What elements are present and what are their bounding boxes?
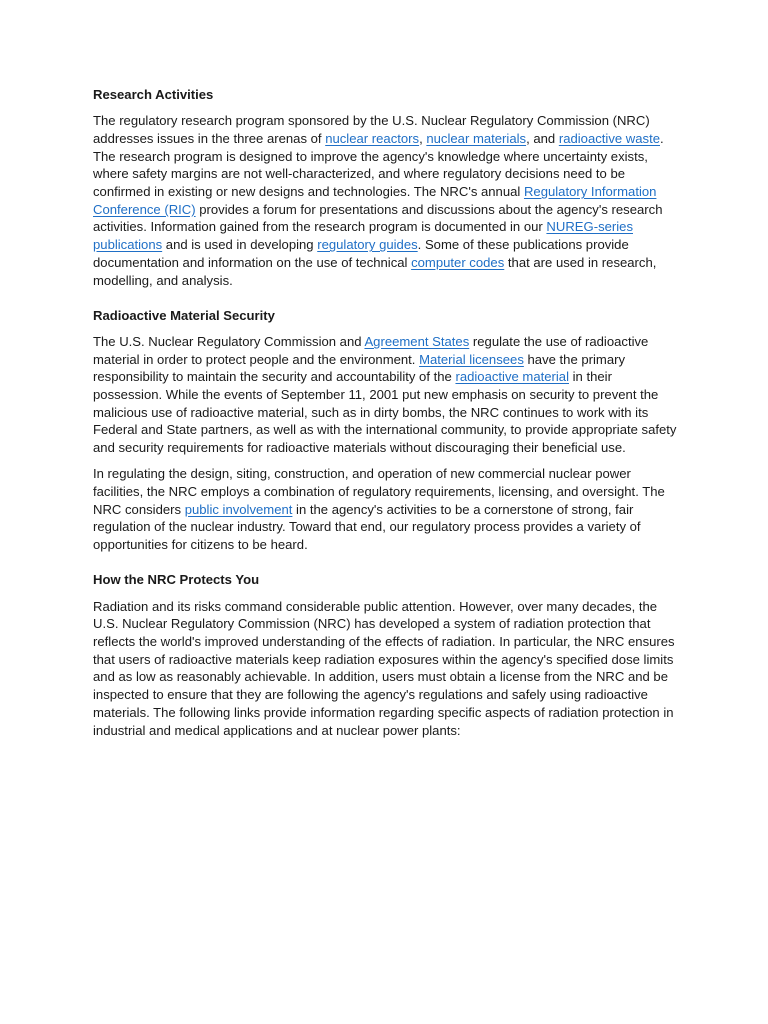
link-material-licensees[interactable]: Material licensees — [419, 351, 524, 367]
text-segment: have the primary responsibility to maintain the security and accountability of the — [93, 351, 626, 385]
section-research-activities — [93, 86, 683, 289]
link-radioactive-material[interactable]: radioactive material — [455, 369, 569, 385]
text-segment: . Some of these publications provide documentation and information on the use of technical — [93, 237, 629, 270]
text-segment: provides a forum for presentations and discussions about the agency's research activities. Information gained from the research program is documented in our — [93, 201, 663, 235]
paragraph — [93, 598, 683, 740]
section-heading: Radioactive Material Security — [93, 307, 275, 323]
section-heading: How the NRC Protects You — [93, 572, 260, 588]
text-segment: and is used in developing — [162, 237, 318, 253]
link-nureg-series-publications[interactable]: NUREG-series publications — [93, 219, 633, 253]
paragraph — [93, 465, 683, 554]
section-radioactive-material-security — [93, 307, 683, 554]
text-segment: regulate the use of radioactive material in order to protect people and the environment. — [93, 333, 649, 367]
link-regulatory-information-conference[interactable]: Regulatory Information Conference (RIC) — [93, 184, 657, 217]
link-computer-codes[interactable]: computer codes — [411, 254, 505, 270]
link-public-involvement[interactable]: public involvement — [184, 501, 293, 517]
text-segment: , — [419, 130, 427, 146]
section-how-nrc-protects-you — [93, 571, 683, 739]
link-radioactive-waste[interactable]: radioactive waste — [558, 130, 660, 146]
text-segment: Radiation and its risks command considerable public attention. However, over many decades, the U.S. Nuclear Regulatory Commission (NRC) has developed a system of radiation protection that reflects the world's improved understanding of the effects of radiation. In particular, the NRC ensures that users of radioactive materials keep radiation exposures within the agency's specified dose limits and as low as reasonably achievable. In addition, users must obtain a license from the NRC and be inspected to ensure that they are following the agency's regulations and safely using radioactive materials. The following links provide information regarding specific aspects of radiation protection in industrial and medical applications and at nuclear power plants: — [93, 598, 675, 738]
document-page — [93, 86, 683, 748]
paragraph — [93, 333, 683, 457]
link-nuclear-materials[interactable]: nuclear materials — [426, 130, 527, 146]
paragraph — [93, 112, 683, 289]
link-nuclear-reactors[interactable]: nuclear reactors — [325, 130, 420, 146]
link-regulatory-guides[interactable]: regulatory guides — [317, 237, 418, 253]
text-segment: In regulating the design, siting, construction, and operation of new commercial nuclear power facilities, the NRC employs a combination of regulatory requirements, licensing, and oversight. The NRC considers — [93, 466, 665, 517]
text-segment: . The research program is designed to improve the agency's knowledge where uncertainty exists, where safety margins are not well-characterized, and where regulatory decisions need to be confirmed in existing or new designs and technologies. The NRC's annual — [93, 130, 664, 200]
section-heading: Research Activities — [93, 87, 214, 102]
text-segment: The U.S. Nuclear Regulatory Commission and — [93, 333, 365, 349]
text-segment: that are used in research, modelling, and analysis. — [93, 254, 657, 288]
text-segment: in their possession. While the events of September 11, 2001 put new emphasis on security to prevent the malicious use of radioactive material, such as in dirty bombs, the NRC continues to work with its Federal and State partners, as well as with the international community, to provide appropriate safety and security requirements for radioactive materials without discouraging their beneficial use. — [93, 369, 677, 456]
section-spacer — [93, 298, 683, 307]
text-segment: The regulatory research program sponsored by the U.S. Nuclear Regulatory Commission (NRC) addresses issues in the three arenas of — [93, 113, 650, 146]
text-segment: in the agency's activities to be a cornerstone of strong, fair regulation of the nuclear industry. Toward that end, our regulatory process provides a variety of opportunities for citizens to be heard. — [93, 501, 641, 553]
link-agreement-states[interactable]: Agreement States — [364, 333, 470, 349]
text-segment: , and — [526, 130, 559, 146]
section-spacer — [93, 562, 683, 571]
